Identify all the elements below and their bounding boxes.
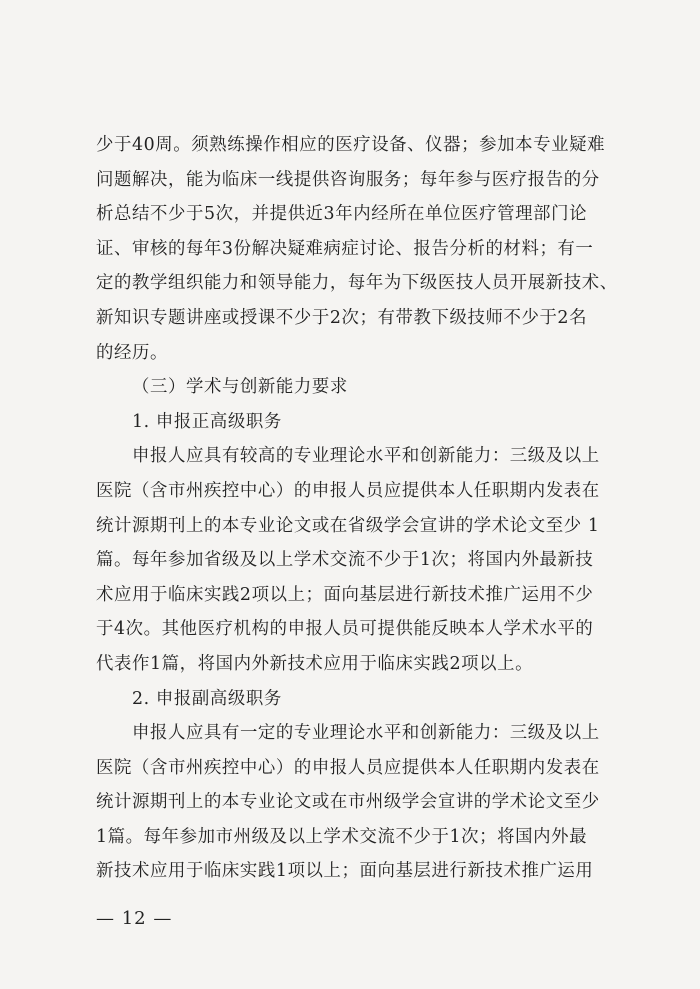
text-line: 申报人应具有一定的专业理论水平和创新能力：三级及以上 bbox=[132, 723, 600, 744]
text-line: 于4次。其他医疗机构的申报人员可提供能反映本人学术水平的 bbox=[96, 619, 594, 640]
subsection-heading: 1. 申报正高级职务 bbox=[132, 411, 282, 432]
text-line: 代表作1篇，将国内外新技术应用于临床实践2项以上。 bbox=[96, 653, 534, 674]
text-line: 统计源期刊上的本专业论文或在市州级学会宣讲的学术论文至少 bbox=[96, 792, 600, 813]
body-text bbox=[96, 128, 618, 889]
text-line: 篇。每年参加省级及以上学术交流不少于1次；将国内外最新技 bbox=[96, 550, 594, 571]
text-line: 的经历。 bbox=[96, 342, 168, 363]
subsection-heading: 2. 申报副高级职务 bbox=[132, 688, 282, 709]
text-line: 新知识专题讲座或授课不少于2次；有带教下级技师不少于2名 bbox=[96, 307, 588, 328]
text-line: 申报人应具有较高的专业理论水平和创新能力：三级及以上 bbox=[132, 446, 600, 467]
text-line: 1篇。每年参加市州级及以上学术交流不少于1次；将国内外最 bbox=[96, 826, 588, 847]
text-line: 析总结不少于5次，并提供近3年内经所在单位医疗管理部门论 bbox=[96, 204, 588, 225]
section-heading: （三）学术与创新能力要求 bbox=[132, 377, 348, 398]
text-line: 术应用于临床实践2项以上；面向基层进行新技术推广运用不少 bbox=[96, 584, 594, 605]
page-number: — 12 — bbox=[96, 908, 173, 929]
text-line: 证、审核的每年3份解决疑难病症讨论、报告分析的材料；有一 bbox=[96, 238, 594, 259]
text-line: 新技术应用于临床实践1项以上；面向基层进行新技术推广运用 bbox=[96, 861, 594, 882]
text-line: 医院（含市州疾控中心）的申报人员应提供本人任职期内发表在 bbox=[96, 480, 600, 501]
text-line: 统计源期刊上的本专业论文或在省级学会宣讲的学术论文至少 1 bbox=[96, 515, 600, 536]
text-line: 定的教学组织能力和领导能力，每年为下级医技人员开展新技术、 bbox=[96, 273, 618, 294]
text-line: 医院（含市州疾控中心）的申报人员应提供本人任职期内发表在 bbox=[96, 757, 600, 778]
text-line: 少于40周。须熟练操作相应的医疗设备、仪器；参加本专业疑难 bbox=[96, 135, 606, 155]
text-line: 问题解决，能为临床一线提供咨询服务；每年参与医疗报告的分 bbox=[96, 169, 600, 190]
